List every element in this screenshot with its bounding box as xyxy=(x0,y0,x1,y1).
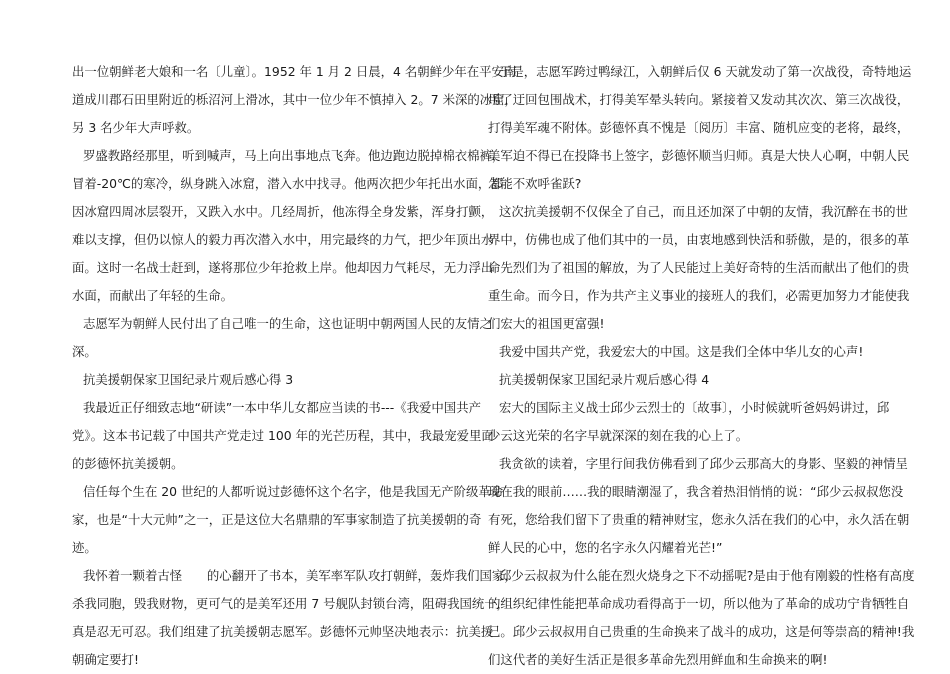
text-line: 我怀着一颗着古怪 的心翻开了书本，美军率军队攻打朝鲜，轰炸我们国家， xyxy=(83,568,517,583)
text-line: 们这代者的美好生活正是很多革命先烈用鲜血和生命换来的啊! xyxy=(488,652,828,667)
text-line: 道成川郡石田里附近的栎沼河上滑冰，其中一位少年不慎掉入 2。7 米深的冰窟， xyxy=(72,92,517,107)
text-line: 打得美军魂不附体。彭德怀真不愧是〔阅历〕丰富、随机应变的老将，最终， xyxy=(488,120,910,135)
text-line: 的组织纪律性能把革命成功看得高于一切，所以他为了革命的成功宁肯牺牲自 xyxy=(488,596,910,611)
text-line: 杀我同胞，毁我财物，更可气的是美军还用 7 号舰队封锁台湾，阻碍我国统一， xyxy=(72,596,510,611)
text-line: 冒着-20℃的寒冷，纵身跳入冰窟，潜入水中找寻。他两次把少年托出水面，都 xyxy=(72,176,503,191)
text-line: 的彭德怀抗美援朝。 xyxy=(72,456,184,471)
text-line: 有死，您给我们留下了贵重的精神财宝，您永久活在我们的心中，永久活在朝 xyxy=(488,512,910,527)
text-line: 因冰窟四周冰层裂开，又跌入水中。几经周折，他冻得全身发紫，浑身打颤， xyxy=(72,204,494,219)
text-line: 重生命。而今日，作为共产主义事业的接班人的我们，必需更加努力才能使我 xyxy=(488,288,910,303)
text-line: 怎能不欢呼雀跃? xyxy=(488,176,582,191)
text-line: 己。邱少云叔叔用自己贵重的生命换来了战斗的成功，这是何等崇高的精神!我 xyxy=(488,624,915,639)
text-line: 面。这时一名战士赶到，遂将那位少年抢救上岸。他却因力气耗尽，无力浮出 xyxy=(72,260,494,275)
text-line: 我最近正仔细致志地“研读”一本中华儿女都应当读的书---《我爱中国共产 xyxy=(83,400,481,415)
text-line: 界中，仿佛也成了他们其中的一员，由衷地感到快活和骄傲，是的，很多的革 xyxy=(488,232,910,247)
text-line: 水面，而献出了年轻的生命。 xyxy=(72,288,234,303)
text-line: 鲜人民的心中，您的名字永久闪耀着光芒!” xyxy=(488,540,723,555)
text-line: 深。 xyxy=(72,344,97,359)
text-line: 少云这光荣的名字早就深深的刻在我的心上了。 xyxy=(488,428,749,443)
section-heading: 抗美援朝保家卫国纪录片观后感心得 3 xyxy=(83,372,294,387)
text-line: 宏大的国际主义战士邱少云烈士的〔故事〕，小时候就听爸妈妈讲过，邱 xyxy=(499,400,890,415)
text-line: 邱少云叔叔为什么能在烈火烧身之下不动摇呢?是由于他有刚毅的性格有高度 xyxy=(499,568,915,583)
section-heading: 抗美援朝保家卫国纪录片观后感心得 4 xyxy=(499,372,710,387)
text-line: 志愿军为朝鲜人民付出了自己唯一的生命，这也证明中朝两国人民的友情之 xyxy=(83,316,492,331)
text-line: 党》。这本书记载了中国共产党走过 100 年的光芒历程，其中，我最宠爱里面 xyxy=(72,428,494,443)
text-line: 难以支撑，但仍以惊人的毅力再次潜入水中，用完最终的力气，把少年顶出水 xyxy=(72,232,494,247)
text-line: 用了迂回包围战术，打得美军晕头转向。紧接着又发动其次次、第三次战役， xyxy=(488,92,910,107)
text-line: 真是忍无可忍。我们组建了抗美援朝志愿军。彭德怀元帅坚决地表示：抗美援 xyxy=(72,624,494,639)
text-line: 美军迫不得已在投降书上签字，彭德怀顺当归师。真是大快人心啊，中朝人民 xyxy=(488,148,910,163)
right-column xyxy=(488,58,915,674)
text-line: 信任每个生在 20 世纪的人都听说过彭德怀这个名字，他是我国无产阶级革命 xyxy=(83,484,504,499)
text-line: 迹。 xyxy=(72,540,97,555)
text-line: 们宏大的祖国更富强! xyxy=(488,316,605,331)
text-line: 于是，志愿军跨过鸭绿江，入朝鲜后仅 6 天就发动了第一次战役，奇特地运 xyxy=(499,64,912,79)
text-line: 这次抗美援朝不仅保全了自己，而且还加深了中朝的友情，我沉醉在书的世 xyxy=(499,204,908,219)
text-line: 罗盛教路经那里，听到喊声，马上向出事地点飞奔。他边跑边脱掉棉衣棉裤， xyxy=(83,148,505,163)
text-line: 我贪欲的读着，字里行间我仿佛看到了邱少云那高大的身影、坚毅的神情呈 xyxy=(499,456,908,471)
text-line: 朝确定要打! xyxy=(72,652,139,667)
text-line: 另 3 名少年大声呼救。 xyxy=(72,120,200,135)
text-line: 家，也是“十大元帅”之一，正是这位大名鼎鼎的军事家制造了抗美援朝的奇 xyxy=(72,512,482,527)
text-line: 出一位朝鲜老大娘和一名〔儿童〕。1952 年 1 月 2 日晨，4 名朝鲜少年在平安南 xyxy=(72,64,517,79)
left-column xyxy=(72,58,517,674)
text-line: 命先烈们为了祖国的解放，为了人民能过上美好奇特的生活而献出了他们的贵 xyxy=(488,260,910,275)
text-line: 现在我的眼前……我的眼睛潮湿了，我含着热泪悄悄的说：“邱少云叔叔您没 xyxy=(488,484,904,499)
text-line: 我爱中国共产党，我爱宏大的中国。这是我们全体中华儿女的心声! xyxy=(499,344,864,359)
